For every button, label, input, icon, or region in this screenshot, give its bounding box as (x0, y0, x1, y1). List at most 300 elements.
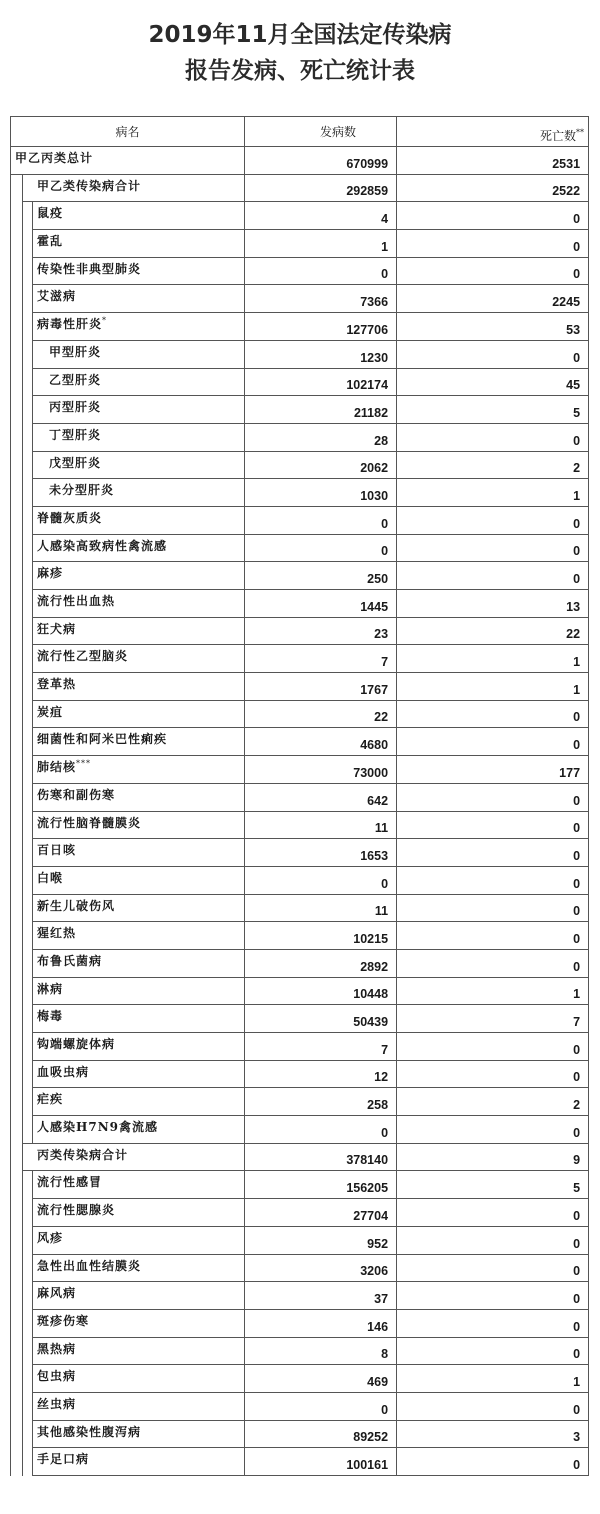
disease-name: 淋病 (37, 981, 64, 996)
indent-spacer (11, 285, 23, 313)
disease-name: 流行性腮腺炎 (37, 1203, 116, 1218)
cases-value: 23 (245, 617, 397, 645)
disease-name-cell (33, 1199, 245, 1227)
deaths-value: 53 (397, 313, 589, 341)
indent-spacer (11, 562, 23, 590)
disease-name: 钩端螺旋体病 (37, 1037, 116, 1051)
indent-spacer (11, 1392, 23, 1420)
deaths-value: 1 (397, 673, 589, 701)
indent-spacer (23, 451, 33, 479)
indent-spacer (23, 728, 33, 756)
table-row (11, 1033, 589, 1061)
cases-value: 0 (245, 257, 397, 285)
table-row (11, 285, 589, 313)
indent-spacer (11, 590, 23, 618)
table-row (11, 340, 589, 368)
deaths-value: 0 (397, 894, 589, 922)
indent-spacer (11, 1365, 23, 1393)
indent-spacer (23, 230, 33, 258)
disease-name: 人感染高致病性禽流感 (37, 538, 168, 553)
deaths-value: 0 (397, 1448, 589, 1476)
table-row (11, 728, 589, 756)
disease-name-cell (33, 396, 245, 424)
disease-name-cell (33, 866, 245, 894)
header-cases: 发病数 (245, 117, 397, 147)
deaths-value: 0 (397, 534, 589, 562)
disease-name: 狂犬病 (37, 621, 77, 636)
cases-value: 7 (245, 1033, 397, 1061)
indent-spacer (11, 340, 23, 368)
disease-name-cell (33, 894, 245, 922)
indent-spacer (11, 700, 23, 728)
disease-name: 黑热病 (37, 1341, 77, 1356)
disease-name-cell (33, 340, 245, 368)
table-row (11, 174, 589, 202)
disease-name-cell (33, 1116, 245, 1144)
disease-name: 肺结核 (37, 760, 77, 775)
indent-spacer (23, 1005, 33, 1033)
disease-name-cell (33, 313, 245, 341)
indent-spacer (11, 174, 23, 202)
deaths-value: 45 (397, 368, 589, 396)
indent-spacer (11, 479, 23, 507)
table-row (11, 1088, 589, 1116)
disease-name: 甲型肝炎 (49, 344, 102, 359)
disease-name: 人感染H7N9禽流感 (37, 1120, 159, 1135)
deaths-value: 1 (397, 645, 589, 673)
indent-spacer (23, 257, 33, 285)
table-row (11, 313, 589, 341)
deaths-value: 0 (397, 340, 589, 368)
indent-spacer (23, 590, 33, 618)
statistics-table-container (10, 116, 588, 1476)
disease-name: 未分型肝炎 (49, 483, 115, 498)
indent-spacer (23, 1282, 33, 1310)
cases-value: 11 (245, 811, 397, 839)
indent-spacer (11, 811, 23, 839)
indent-spacer (11, 1116, 23, 1144)
indent-spacer (23, 1116, 33, 1144)
cases-value: 156205 (245, 1171, 397, 1199)
indent-spacer (11, 451, 23, 479)
table-row (11, 562, 589, 590)
disease-name-cell (33, 617, 245, 645)
table-row (11, 1143, 589, 1171)
disease-name-cell (33, 257, 245, 285)
table-row (11, 1420, 589, 1448)
cases-value: 258 (245, 1088, 397, 1116)
table-row (11, 202, 589, 230)
disease-name-cell (33, 534, 245, 562)
disease-name: 流行性乙型脑炎 (37, 649, 129, 664)
indent-spacer (23, 922, 33, 950)
disease-name: 麻风病 (37, 1286, 77, 1301)
disease-name: 流行性感冒 (37, 1175, 103, 1190)
disease-name-cell (33, 922, 245, 950)
table-row (11, 1116, 589, 1144)
disease-name: 细菌性和阿米巴性痢疾 (37, 732, 168, 747)
table-row (11, 645, 589, 673)
indent-spacer (23, 839, 33, 867)
page-title-line2: 报告发病、死亡统计表 (185, 58, 415, 84)
disease-name: 梅毒 (37, 1009, 64, 1024)
deaths-value: 0 (397, 1199, 589, 1227)
cases-value: 1767 (245, 673, 397, 701)
cases-value: 50439 (245, 1005, 397, 1033)
deaths-value: 0 (397, 1337, 589, 1365)
table-row (11, 839, 589, 867)
deaths-value: 177 (397, 756, 589, 784)
disease-name: 流行性出血热 (37, 594, 116, 608)
cases-value: 2892 (245, 949, 397, 977)
disease-name-cell (33, 1088, 245, 1116)
indent-spacer (11, 756, 23, 784)
deaths-value: 0 (397, 423, 589, 451)
disease-name-cell (33, 1060, 245, 1088)
disease-name: 手足口病 (37, 1452, 90, 1467)
deaths-value: 0 (397, 1033, 589, 1061)
cases-value: 22 (245, 700, 397, 728)
disease-name-cell (33, 645, 245, 673)
statistics-table (10, 116, 589, 1476)
disease-name-cell (33, 756, 245, 784)
indent-spacer (11, 1420, 23, 1448)
indent-spacer (11, 1254, 23, 1282)
disease-name: 伤寒和副伤寒 (37, 787, 116, 802)
indent-spacer (11, 728, 23, 756)
disease-name-cell (33, 1005, 245, 1033)
disease-name-cell (33, 451, 245, 479)
disease-name: 斑疹伤寒 (37, 1313, 90, 1328)
disease-name-cell (33, 230, 245, 258)
disease-name: 炭疽 (37, 704, 64, 719)
cases-value: 146 (245, 1309, 397, 1337)
cases-value: 1653 (245, 839, 397, 867)
indent-spacer (11, 839, 23, 867)
deaths-value: 0 (397, 866, 589, 894)
cases-value: 37 (245, 1282, 397, 1310)
indent-spacer (11, 1309, 23, 1337)
indent-spacer (11, 1033, 23, 1061)
indent-spacer (23, 700, 33, 728)
indent-spacer (23, 562, 33, 590)
table-row (11, 617, 589, 645)
table-row (11, 506, 589, 534)
deaths-value: 5 (397, 1171, 589, 1199)
disease-name: 丁型肝炎 (49, 427, 102, 442)
indent-spacer (11, 313, 23, 341)
indent-spacer (11, 922, 23, 950)
indent-spacer (23, 1226, 33, 1254)
indent-spacer (11, 423, 23, 451)
table-row (11, 147, 589, 175)
footnote-mark: * (102, 316, 108, 326)
disease-name: 疟疾 (37, 1092, 64, 1107)
header-name: 病名 (11, 117, 245, 147)
indent-spacer (23, 340, 33, 368)
table-row (11, 977, 589, 1005)
cases-value: 0 (245, 1392, 397, 1420)
disease-name-cell (33, 1282, 245, 1310)
disease-name: 登革热 (37, 677, 77, 692)
disease-name-cell (33, 977, 245, 1005)
deaths-value: 0 (397, 506, 589, 534)
indent-spacer (23, 1309, 33, 1337)
disease-name-cell (33, 423, 245, 451)
indent-spacer (23, 202, 33, 230)
deaths-value: 0 (397, 922, 589, 950)
table-row (11, 479, 589, 507)
deaths-value: 0 (397, 1116, 589, 1144)
cases-value: 127706 (245, 313, 397, 341)
table-row (11, 534, 589, 562)
indent-spacer (11, 1226, 23, 1254)
disease-name-cell (33, 285, 245, 313)
indent-spacer (11, 977, 23, 1005)
table-row (11, 1005, 589, 1033)
cases-value: 952 (245, 1226, 397, 1254)
table-row (11, 894, 589, 922)
cases-value: 469 (245, 1365, 397, 1393)
indent-spacer (11, 783, 23, 811)
table-row (11, 257, 589, 285)
cases-value: 1030 (245, 479, 397, 507)
disease-name-cell (33, 673, 245, 701)
indent-spacer (23, 866, 33, 894)
table-row (11, 368, 589, 396)
disease-name-cell (33, 1420, 245, 1448)
deaths-value: 0 (397, 562, 589, 590)
cases-value: 28 (245, 423, 397, 451)
disease-name: 病毒性肝炎 (37, 317, 103, 332)
cases-value: 12 (245, 1060, 397, 1088)
indent-spacer (11, 894, 23, 922)
table-row (11, 673, 589, 701)
indent-spacer (23, 645, 33, 673)
indent-spacer (11, 1005, 23, 1033)
indent-spacer (23, 1088, 33, 1116)
cases-value: 0 (245, 866, 397, 894)
disease-name: 新生儿破伤风 (37, 898, 116, 913)
disease-name: 麻疹 (37, 566, 64, 581)
disease-name: 白喉 (37, 870, 64, 885)
disease-name: 急性出血性结膜炎 (37, 1258, 142, 1273)
disease-name-cell (33, 949, 245, 977)
indent-spacer (23, 285, 33, 313)
table-row (11, 423, 589, 451)
indent-spacer (11, 866, 23, 894)
deaths-value: 0 (397, 1060, 589, 1088)
deaths-value: 0 (397, 728, 589, 756)
indent-spacer (11, 1088, 23, 1116)
cases-value: 0 (245, 1116, 397, 1144)
deaths-value: 0 (397, 1282, 589, 1310)
disease-name: 霍乱 (37, 234, 64, 249)
indent-spacer (11, 1448, 23, 1476)
indent-spacer (23, 1420, 33, 1448)
indent-spacer (11, 949, 23, 977)
table-row (11, 1171, 589, 1199)
header-deaths-label: 死亡数 (540, 129, 577, 143)
indent-spacer (23, 396, 33, 424)
cases-value: 21182 (245, 396, 397, 424)
table-row (11, 451, 589, 479)
disease-name-cell (11, 147, 245, 175)
disease-name-cell (23, 174, 245, 202)
indent-spacer (23, 423, 33, 451)
indent-spacer (11, 1171, 23, 1199)
disease-name-cell (33, 1254, 245, 1282)
deaths-value: 0 (397, 1309, 589, 1337)
disease-name-cell (33, 506, 245, 534)
disease-name-cell (33, 783, 245, 811)
cases-value: 8 (245, 1337, 397, 1365)
cases-value: 73000 (245, 756, 397, 784)
deaths-value: 0 (397, 202, 589, 230)
indent-spacer (23, 1254, 33, 1282)
indent-spacer (23, 1199, 33, 1227)
cases-value: 0 (245, 534, 397, 562)
deaths-value: 9 (397, 1143, 589, 1171)
table-row (11, 756, 589, 784)
indent-spacer (23, 313, 33, 341)
table-row (11, 866, 589, 894)
table-header-row (11, 117, 589, 147)
table-row (11, 922, 589, 950)
indent-spacer (11, 534, 23, 562)
table-row (11, 783, 589, 811)
deaths-value: 5 (397, 396, 589, 424)
disease-name-cell (33, 1171, 245, 1199)
disease-name-cell (33, 1337, 245, 1365)
disease-name: 丙型肝炎 (49, 400, 102, 415)
deaths-value: 0 (397, 839, 589, 867)
disease-name: 其他感染性腹泻病 (37, 1424, 142, 1439)
footnote-mark: *** (76, 759, 92, 769)
disease-name-cell (33, 479, 245, 507)
table-row (11, 1392, 589, 1420)
indent-spacer (23, 1033, 33, 1061)
indent-spacer (23, 1337, 33, 1365)
disease-name: 布鲁氏菌病 (37, 953, 103, 968)
deaths-value: 2 (397, 1088, 589, 1116)
indent-spacer (23, 1171, 33, 1199)
cases-value: 7366 (245, 285, 397, 313)
page-title-line1: 2019年11月全国法定传染病 (148, 22, 452, 48)
deaths-value: 2 (397, 451, 589, 479)
table-row (11, 396, 589, 424)
indent-spacer (23, 479, 33, 507)
cases-value: 670999 (245, 147, 397, 175)
table-row (11, 230, 589, 258)
indent-spacer (11, 202, 23, 230)
table-row (11, 1226, 589, 1254)
cases-value: 100161 (245, 1448, 397, 1476)
table-row (11, 1060, 589, 1088)
cases-value: 4 (245, 202, 397, 230)
disease-name: 脊髓灰质炎 (37, 510, 103, 525)
table-row (11, 590, 589, 618)
deaths-value: 2245 (397, 285, 589, 313)
indent-spacer (23, 617, 33, 645)
deaths-value: 0 (397, 700, 589, 728)
indent-spacer (11, 1143, 23, 1171)
disease-name: 丙类传染病合计 (37, 1147, 129, 1162)
header-deaths (397, 117, 589, 147)
cases-value: 10448 (245, 977, 397, 1005)
indent-spacer (23, 534, 33, 562)
deaths-value: 0 (397, 949, 589, 977)
cases-value: 1445 (245, 590, 397, 618)
cases-value: 292859 (245, 174, 397, 202)
disease-name: 艾滋病 (37, 289, 77, 304)
cases-value: 1 (245, 230, 397, 258)
deaths-value: 22 (397, 617, 589, 645)
indent-spacer (11, 230, 23, 258)
cases-value: 250 (245, 562, 397, 590)
deaths-value: 0 (397, 1254, 589, 1282)
disease-name-cell (33, 562, 245, 590)
disease-name: 风疹 (37, 1230, 64, 1245)
deaths-value: 7 (397, 1005, 589, 1033)
indent-spacer (11, 645, 23, 673)
deaths-value: 2531 (397, 147, 589, 175)
disease-name-cell (33, 1033, 245, 1061)
disease-name-cell (33, 700, 245, 728)
indent-spacer (23, 783, 33, 811)
indent-spacer (11, 1282, 23, 1310)
indent-spacer (23, 506, 33, 534)
cases-value: 642 (245, 783, 397, 811)
table-row (11, 1365, 589, 1393)
table-row (11, 811, 589, 839)
deaths-value: 1 (397, 479, 589, 507)
cases-value: 4680 (245, 728, 397, 756)
disease-name-cell (33, 839, 245, 867)
disease-name: 乙型肝炎 (49, 372, 102, 387)
indent-spacer (11, 1060, 23, 1088)
indent-spacer (11, 673, 23, 701)
cases-value: 11 (245, 894, 397, 922)
disease-name-cell (33, 1226, 245, 1254)
deaths-value: 0 (397, 783, 589, 811)
indent-spacer (23, 756, 33, 784)
disease-name: 戊型肝炎 (49, 455, 102, 470)
indent-spacer (23, 368, 33, 396)
indent-spacer (11, 1337, 23, 1365)
disease-name: 流行性脑脊髓膜炎 (37, 815, 142, 830)
disease-name-cell (33, 1365, 245, 1393)
indent-spacer (11, 257, 23, 285)
deaths-value: 0 (397, 230, 589, 258)
indent-spacer (23, 977, 33, 1005)
disease-name: 甲乙丙类总计 (15, 151, 94, 165)
deaths-value: 3 (397, 1420, 589, 1448)
cases-value: 27704 (245, 1199, 397, 1227)
deaths-value: 0 (397, 1392, 589, 1420)
disease-name: 丝虫病 (37, 1396, 77, 1411)
disease-name: 甲乙类传染病合计 (37, 178, 142, 193)
cases-value: 2062 (245, 451, 397, 479)
disease-name: 血吸虫病 (37, 1064, 90, 1079)
deaths-value: 13 (397, 590, 589, 618)
disease-name-cell (33, 1309, 245, 1337)
deaths-value: 0 (397, 1226, 589, 1254)
table-row (11, 1199, 589, 1227)
table-row (11, 1282, 589, 1310)
disease-name-cell (23, 1143, 245, 1171)
deaths-value: 1 (397, 1365, 589, 1393)
